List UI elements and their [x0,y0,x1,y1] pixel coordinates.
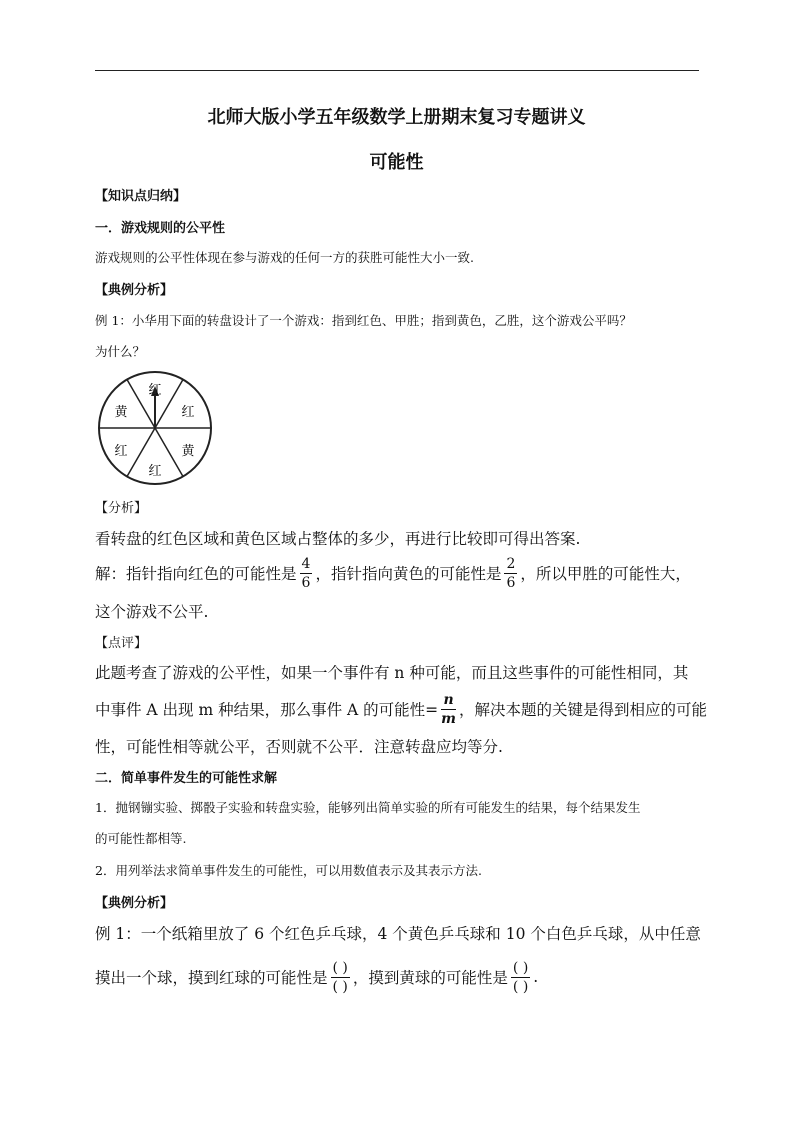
section1-text: 游戏规则的公平性体现在参与游戏的任何一方的获胜可能性大小一致. [95,250,474,265]
comment-line1: 此题考查了游戏的公平性，如果一个事件有 n 种可能，而且这些事件的可能性相同，其 [95,664,689,682]
wheel-label: 黄 [181,444,195,459]
spinner-wheel [95,368,215,488]
analysis-text: 看转盘的红色区域和黄色区域占整体的多少，再进行比较即可得出答案. [95,530,581,548]
wheel-label: 红 [114,444,128,459]
comment-heading: 【点评】 [95,636,148,651]
section2-item1-line2: 的可能性都相等. [95,831,187,846]
example2-line1: 例 1：一个纸箱里放了 6 个红色乒乓球，4 个黄色乒乓球和 10 个白色乒乓球，从中任意 [95,925,701,943]
wheel-label: 黄 [114,405,128,420]
solution-line1: 解：指针指向红色的可能性是 $\frac{4}{6}$ ，指针指向黄色的可能性是 $\frac{2}{6}$ ，所以甲胜的可能性大， [95,555,691,591]
example2-heading: 【典例分析】 [95,896,174,911]
wheel-label: 红 [148,464,162,479]
example-heading: 【典例分析】 [95,283,174,298]
knowledge-heading: 【知识点归纳】 [95,189,187,204]
page-title: 北师大版小学五年级数学上册期末复习专题讲义 [207,107,586,128]
blank-fraction-yellow: $\frac{( )}{( )}$ [512,959,529,995]
comment-line2: 中事件 A 出现 m 种结果，那么事件 A 的可能性= $\frac{n}{m}$ ，解决本题的关键是得到相应的可能 [95,691,707,727]
solution-line2: 这个游戏不公平. [95,603,209,621]
example1-line2: 为什么？ [95,344,146,359]
header-rule [95,70,699,71]
section2-item2: 2．用列举法求简单事件发生的可能性，可以用数值表示及其表示方法. [95,863,482,878]
section2-heading: 二．简单事件发生的可能性求解 [95,771,278,786]
section1-heading: 一．游戏规则的公平性 [95,221,226,236]
fraction-n-over-m: $\frac{n}{m}$ [441,691,456,727]
fraction-two-sixths: $\frac{2}{6}$ [506,555,516,591]
fraction-four-sixths: $\frac{4}{6}$ [301,555,311,591]
example1-line1: 例 1：小华用下面的转盘设计了一个游戏：指到红色、甲胜；指到黄色，乙胜，这个游戏公平吗？ [95,313,632,328]
analysis-heading: 【分析】 [95,501,148,516]
wheel-label: 红 [181,405,195,420]
blank-fraction-red: $\frac{( )}{( )}$ [332,959,348,995]
comment-line3: 性，可能性相等就公平，否则就不公平．注意转盘应均等分. [95,738,503,756]
section2-item1-line1: 1．抛钢镚实验、掷骰子实验和转盘实验，能够列出简单实验的所有可能发生的结果，每个结果发生 [95,800,641,815]
page-subtitle: 可能性 [369,152,424,173]
example2-line2: 摸出一个球，摸到红球的可能性是 $\frac{( )}{( )}$ ，摸到黄球的可能性是 $\frac{( )}{( )}$ . [95,959,539,995]
wheel-label: 红 [148,383,162,398]
